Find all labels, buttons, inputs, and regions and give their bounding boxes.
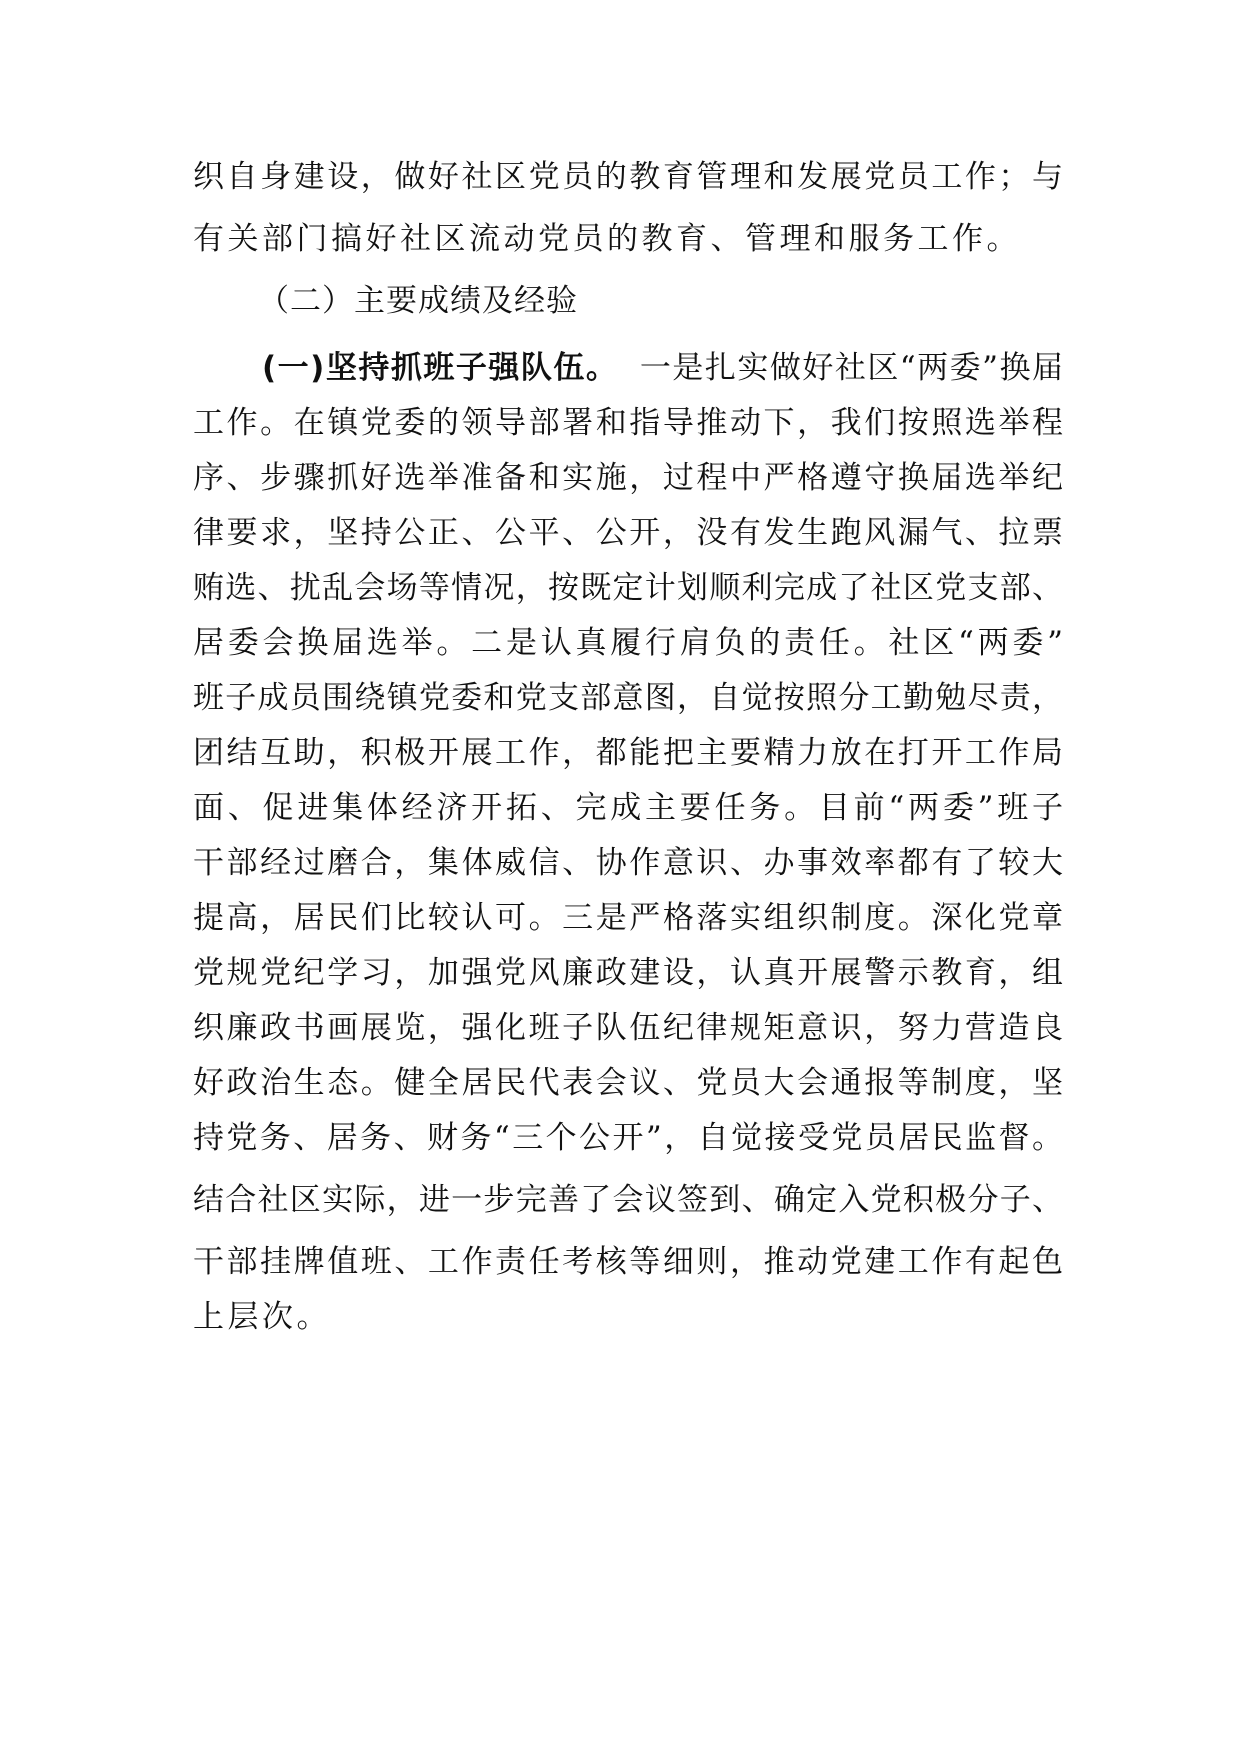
- subsection-first-line: [262, 348, 1063, 388]
- paragraph-line: 提高，居民们比较认可。三是严格落实组织制度。深化党章: [193, 900, 1063, 936]
- paragraph-line: 好政治生态。健全居民代表会议、党员大会通报等制度，坚: [193, 1065, 1063, 1101]
- paragraph-line: 干部经过磨合，集体威信、协作意识、办事效率都有了较大: [193, 845, 1063, 881]
- subsection-first-line-text: 一是扎实做好社区“两委”换届: [638, 350, 1063, 386]
- paragraph-line: 党规党纪学习，加强党风廉政建设，认真开展警示教育，组: [193, 955, 1063, 991]
- section-heading: （二）主要成绩及经验: [258, 283, 578, 319]
- paragraph-line: 居委会换届选举。二是认真履行肩负的责任。社区“两委”: [193, 625, 1063, 661]
- paragraph-line: 贿选、扰乱会场等情况，按既定计划顺利完成了社区党支部、: [193, 570, 1063, 606]
- paragraph-line: 序、步骤抓好选举准备和实施，过程中严格遵守换届选举纪: [193, 460, 1063, 496]
- paragraph-line: 结合社区实际，进一步完善了会议签到、确定入党积极分子、: [193, 1182, 1063, 1218]
- paragraph-line: 干部挂牌值班、工作责任考核等细则，推动党建工作有起色: [193, 1244, 1063, 1280]
- paragraph-line: 上层次。: [193, 1299, 331, 1335]
- paragraph-line: 织自身建设，做好社区党员的教育管理和发展党员工作；与: [193, 159, 1063, 195]
- paragraph-line: 工作。在镇党委的领导部署和指导推动下，我们按照选举程: [193, 405, 1063, 441]
- paragraph-line: 班子成员围绕镇党委和党支部意图，自觉按照分工勤勉尽责，: [193, 680, 1063, 716]
- paragraph-line: 织廉政书画展览，强化班子队伍纪律规矩意识，努力营造良: [193, 1010, 1063, 1046]
- paragraph-line: 面、促进集体经济开拓、完成主要任务。目前“两委”班子: [193, 790, 1063, 826]
- paragraph-line: 持党务、居务、财务“三个公开”，自觉接受党员居民监督。: [193, 1120, 1063, 1156]
- subsection-title: (一)坚持抓班子强队伍。: [262, 350, 619, 386]
- paragraph-line: 团结互助，积极开展工作，都能把主要精力放在打开工作局: [193, 735, 1063, 771]
- paragraph-line: 有关部门搞好社区流动党员的教育、管理和服务工作。: [193, 221, 1021, 257]
- paragraph-line: 律要求，坚持公正、公平、公开，没有发生跑风漏气、拉票: [193, 515, 1063, 551]
